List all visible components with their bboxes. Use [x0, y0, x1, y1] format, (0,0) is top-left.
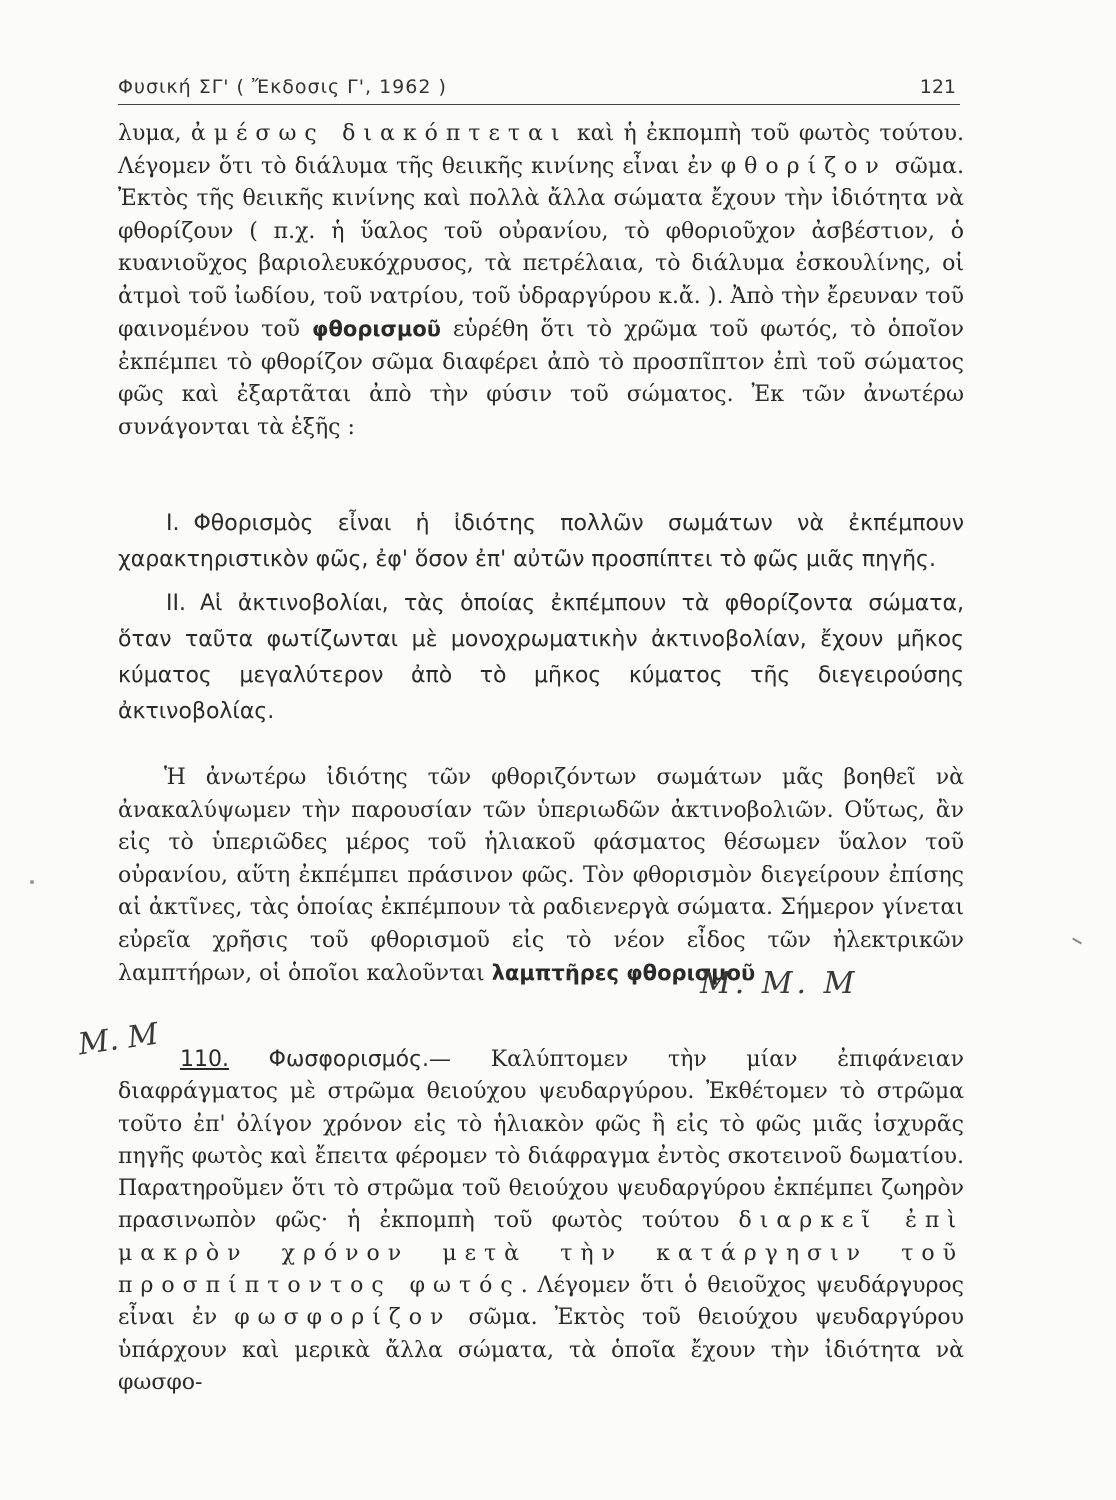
rule-text: Φθορισμὸς εἶναι ἡ ἰδιότης πολλῶν σωμάτων νὰ ἐκπέμπουν χαρακτηριστικὸν φῶς, ἐφ' ὅσον ἐπ' αὐτῶν προσπίπτει τὸ φῶς μιᾶς πηγῆς. [118, 511, 964, 572]
rule-text: Αἱ ἀκτινοβολίαι, τὰς ὁποίας ἐκπέμπουν τὰ φθορίζοντα σώματα, ὅταν ταῦτα φωτίζωνται μὲ μονοχρωματικὴν ἀκτινοβολίαν, ἔχουν μῆκος κύματος μεγαλύτερον ἀπὸ τὸ μῆκος κύματος τῆς διεγειρούσης ἀκτινοβολίας. [118, 591, 964, 724]
rule-number: II. [166, 591, 186, 616]
text-run: Ἡ ἀνωτέρω ἰδιότης τῶν φθοριζόντων σωμάτων μᾶς βοηθεῖ νὰ ἀνακαλύψωμεν τὴν παρουσίαν τῶν ὑπεριωδῶν ἀκτινοβολιῶν. Οὕτως, ἂν εἰς τὸ ὑπεριῶδες μέρος τοῦ ἡλιακοῦ φάσματος θέσωμεν ὕαλον τοῦ οὐρανίου, αὕτη ἐκπέμπει πράσινον φῶς. Τὸν φθορισμὸν διεγείρουν ἐπίσης αἱ ἀκτῖνες, τὰς ὁποίας ἐκπέμπουν τὰ ραδιενεργὰ σώματα. Σήμερον γίνεται εὐρεῖα χρῆσις τοῦ φθορισμοῦ εἰς τὸ νέον εἶδος τῶν ἠλεκτρικῶν λαμπτήρων, οἱ ὁποῖοι καλοῦνται [118, 765, 964, 986]
text-run: εὑρέθη ὅτι τὸ χρῶμα τοῦ φωτός, τὸ ὁποῖον ἐκπέμπει τὸ φθορίζον σῶμα διαφέρει ἀπὸ τὸ προσπῖπτον ἐπὶ τοῦ σώματος φῶς καὶ ἐξαρτᾶται ἀπὸ τὴν φύσιν τοῦ σώματος. Ἐκ τῶν ἀνωτέρω συνάγονται τὰ ἑξῆς : [118, 317, 964, 440]
emphasis-spaced: φθορίζον [720, 153, 887, 179]
emphasis-spaced: διαρκεῖ ἐπὶ μακρὸν χρόνον μετὰ τὴν κατάργησιν τοῦ προσπίπτοντος φωτός [118, 1208, 964, 1299]
text-run: — Καλύπτομεν τὴν μίαν ἐπιφάνειαν διαφράγματος μὲ στρῶμα θειούχου ψευδαργύρου. Ἐκθέτομεν τὸ στρῶμα τοῦτο ἐπ' ὀλίγον χρόνον εἰς τὸ ἡλιακὸν φῶς ἢ εἰς τὸ φῶς μιᾶς ἰσχυρᾶς πηγῆς φωτὸς καὶ ἔπειτα φέρομεν τὸ διάφραγμα ἐντὸς σκοτεινοῦ δωματίου. Παρατηροῦμεν ὅτι τὸ στρῶμα τοῦ θειούχου ψευδαργύρου ἐκπέμπει ζωηρὸν πρασινωπὸν φῶς· ἡ ἐκπομπὴ τοῦ φωτὸς τούτου [118, 1047, 964, 1234]
handwritten-annotation: M. M. M [700, 966, 859, 1001]
section-number: 110. [180, 1047, 229, 1072]
rule-item [118, 506, 964, 578]
rule-item [118, 586, 964, 730]
text-run: λυμα, [118, 121, 182, 146]
paragraph-fluorescence-intro [118, 118, 964, 444]
text-run: καὶ ἡ ἐκπομπὴ τοῦ φωτὸς τούτου. Λέγομεν ὅτι τὸ διάλυμα τῆς θειικῆς κινίνης εἶναι ἐν [118, 121, 964, 179]
section-110-phosphorescence [118, 1044, 964, 1399]
text-run: . Λέγομεν ὅτι ὁ θειοῦχος ψευδάργυρος εἶναι ἐν [118, 1273, 964, 1331]
rule-number: I. [166, 511, 180, 536]
running-header [118, 70, 960, 105]
term-bold: φθορισμοῦ [312, 317, 441, 341]
rules-list [118, 506, 964, 738]
emphasis-spaced: ἀμέσως διακόπτεται [190, 121, 568, 146]
paragraph-ultraviolet [118, 762, 964, 991]
term-bold: λαμπτῆρες φθορισμοῦ [491, 961, 756, 985]
section-title: Φωσφορισμός. [268, 1047, 430, 1072]
text-run: σῶμα. Ἐκτὸς τοῦ θειούχου ψευδαργύρου ὑπάρχουν καὶ μερικὰ ἄλλα σώματα, τὰ ὁποῖα ἔχουν τὴν ἰδιότητα νὰ φωσφο- [118, 1305, 965, 1395]
text-run: σῶμα. Ἐκτὸς τῆς θειικῆς κινίνης καὶ πολλὰ ἄλλα σώματα ἔχουν τὴν ἰδιότητα νὰ φθορίζουν ( π.χ. ἡ ὕαλος τοῦ οὐρανίου, τὸ φθοριοῦχον ἀσβέστιον, ὁ κυανιοῦχος βαριολευκόχρυσος, τὰ πετρέλαια, τὸ διάλυμα ἐσκουλίνης, οἱ ἀτμοὶ τοῦ ἰωδίου, τοῦ νατρίου, τοῦ ὑδραργύρου κ.ἄ. ). Ἀπὸ τὴν ἔρευναν τοῦ φαινομένου τοῦ [118, 153, 964, 342]
book-title: Φυσική ΣΓ' ( Ἔκδοσις Γ', 1962 ) [118, 76, 447, 98]
page-number: 121 [919, 76, 956, 98]
margin-dot [30, 880, 34, 884]
margin-tick [1072, 938, 1082, 945]
emphasis-spaced: φωσφορίζον [234, 1305, 452, 1331]
handwritten-margin-note: M. M [75, 1016, 161, 1063]
